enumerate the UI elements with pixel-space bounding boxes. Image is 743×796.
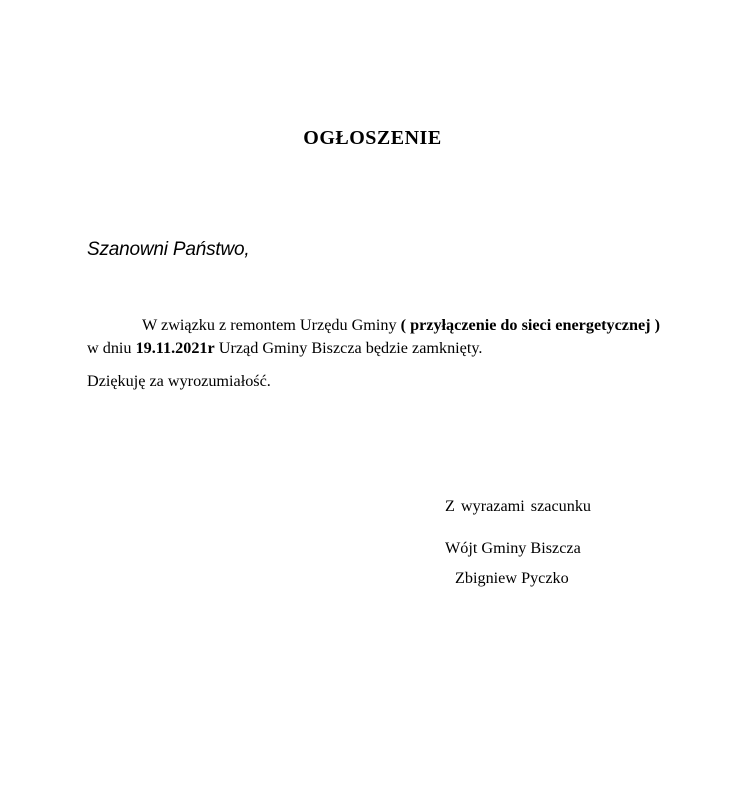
signer-title: Wójt Gminy Biszcza bbox=[445, 539, 581, 557]
salutation: Szanowni Państwo, bbox=[87, 239, 250, 260]
paragraph-bold-reason: ( przyłączenie do sieci energetycznej ) bbox=[400, 316, 660, 334]
announcement-paragraph bbox=[87, 314, 660, 360]
closing-line: Z wyrazami szacunku bbox=[445, 497, 592, 515]
signer-name: Zbigniew Pyczko bbox=[455, 569, 569, 587]
paragraph-text-3: Urząd Gminy Biszcza będzie zamknięty. bbox=[214, 339, 483, 357]
paragraph-text-2: w dniu bbox=[87, 339, 136, 357]
thanks-line: Dziękuję za wyrozumiałość. bbox=[87, 372, 271, 390]
page-title: OGŁOSZENIE bbox=[303, 127, 442, 149]
paragraph-bold-date: 19.11.2021r bbox=[135, 339, 215, 357]
paragraph-text-1: W związku z remontem Urzędu Gminy bbox=[142, 316, 401, 334]
